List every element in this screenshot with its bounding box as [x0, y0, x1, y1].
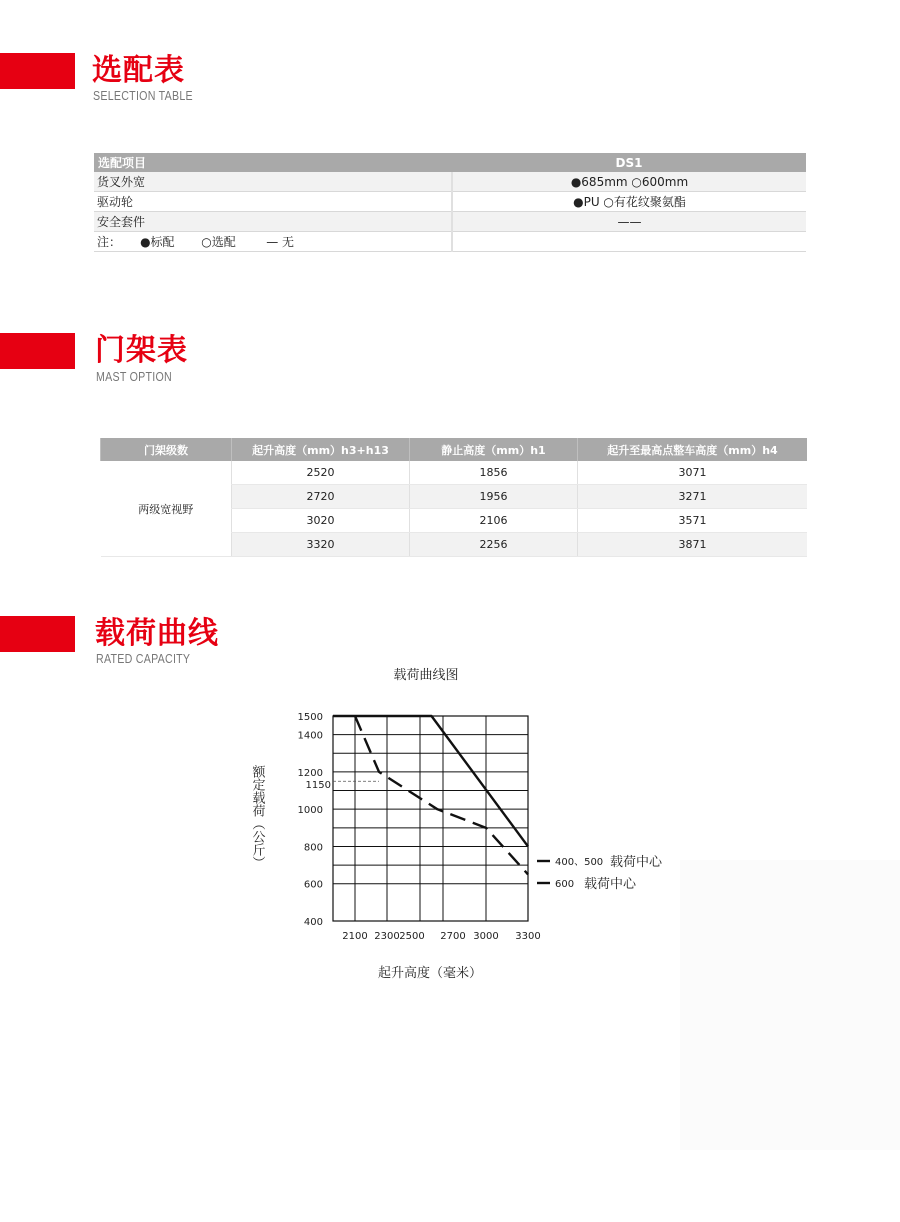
x-tick-label: 3300 — [515, 931, 541, 942]
chart-title: 载荷曲线图 — [393, 668, 459, 683]
header-cell: DS1 — [452, 153, 806, 172]
y-tick-label: 800 — [303, 842, 323, 854]
x-axis-label: 起升高度（毫米） — [377, 966, 483, 981]
table-cell: 2520 — [232, 461, 410, 485]
table-cell: ●PU ○有花纹聚氨酯 — [452, 192, 806, 212]
table-header-row — [94, 153, 806, 172]
y-tick-label: 1400 — [297, 730, 323, 742]
table-cell: 3071 — [578, 461, 808, 485]
table-cell: 货叉外宽 — [94, 172, 452, 192]
header-cell: 静止高度（mm）h1 — [410, 438, 578, 461]
table-row-note — [94, 232, 806, 252]
header-cell: 起升至最高点整车高度（mm）h4 — [578, 438, 808, 461]
legend-suffix: 载荷中心 — [610, 855, 663, 870]
capacity-chart — [240, 660, 720, 990]
series-line-400、500 — [333, 716, 528, 846]
legend-suffix: 载荷中心 — [584, 877, 637, 892]
plot-frame — [333, 716, 528, 921]
table-row — [94, 212, 806, 232]
legend-label: 600 — [555, 879, 575, 890]
x-tick-label: 2700 — [440, 931, 466, 942]
legend-label: 400、500 — [555, 857, 604, 868]
header-cell: 门架级数 — [101, 438, 232, 461]
mast-table — [100, 438, 807, 557]
table-cell: 1856 — [410, 461, 578, 485]
table-header-row — [101, 438, 808, 461]
header-cell: 选配项目 — [94, 153, 452, 172]
table-cell: 1956 — [410, 485, 578, 509]
table-cell: 3571 — [578, 509, 808, 533]
chart-legend — [537, 854, 663, 892]
y-tick-label: 1500 — [297, 712, 323, 723]
chart-ticks — [298, 712, 541, 942]
y-tick-label: 400 — [303, 917, 323, 928]
table-row — [101, 461, 808, 485]
y-tick-label: 1200 — [297, 767, 323, 779]
table-cell: 3020 — [232, 509, 410, 533]
section-subtitle-mast: MAST OPTION — [96, 369, 172, 384]
table-cell: 3871 — [578, 533, 808, 557]
table-row — [94, 192, 806, 212]
y-tick-label: 1150 — [305, 780, 331, 792]
header-cell: 起升高度（mm）h3+h13 — [232, 438, 410, 461]
table-cell: 2106 — [410, 509, 578, 533]
mast-type-cell: 两级宽视野 — [101, 461, 232, 557]
x-tick-label: 2500 — [399, 931, 425, 942]
table-cell: 2720 — [232, 485, 410, 509]
table-row — [94, 172, 806, 192]
x-tick-label: 3000 — [473, 931, 499, 942]
y-tick-label: 1000 — [297, 805, 323, 817]
legend-note: 注： ●标配 ○选配 — 无 — [94, 232, 452, 252]
section-title-mast: 门架表 — [95, 333, 188, 368]
y-tick-label: 600 — [303, 879, 323, 891]
table-cell: 3320 — [232, 533, 410, 557]
section-title-selection: 选配表 — [92, 53, 185, 88]
table-cell: —— — [452, 212, 806, 232]
table-cell: 驱动轮 — [94, 192, 452, 212]
section-title-capacity: 载荷曲线 — [95, 616, 219, 651]
section-subtitle-capacity: RATED CAPACITY — [96, 651, 191, 666]
chart-grid — [333, 716, 528, 921]
table-cell: 安全套件 — [94, 212, 452, 232]
chart-series — [333, 716, 528, 874]
table-cell: 2256 — [410, 533, 578, 557]
section-marker-mast — [0, 333, 75, 369]
table-cell: ●685mm ○600mm — [452, 172, 806, 192]
table-cell — [452, 232, 806, 252]
x-tick-label: 2100 — [342, 931, 368, 942]
x-tick-label: 2300 — [374, 931, 400, 942]
y-axis-label: 额定载荷（公斤） — [249, 765, 265, 869]
section-subtitle-selection: SELECTION TABLE — [93, 88, 193, 103]
table-cell: 3271 — [578, 485, 808, 509]
section-marker-capacity — [0, 616, 75, 652]
selection-table — [94, 153, 806, 252]
series-line-600 — [355, 716, 528, 874]
section-marker-selection — [0, 53, 75, 89]
